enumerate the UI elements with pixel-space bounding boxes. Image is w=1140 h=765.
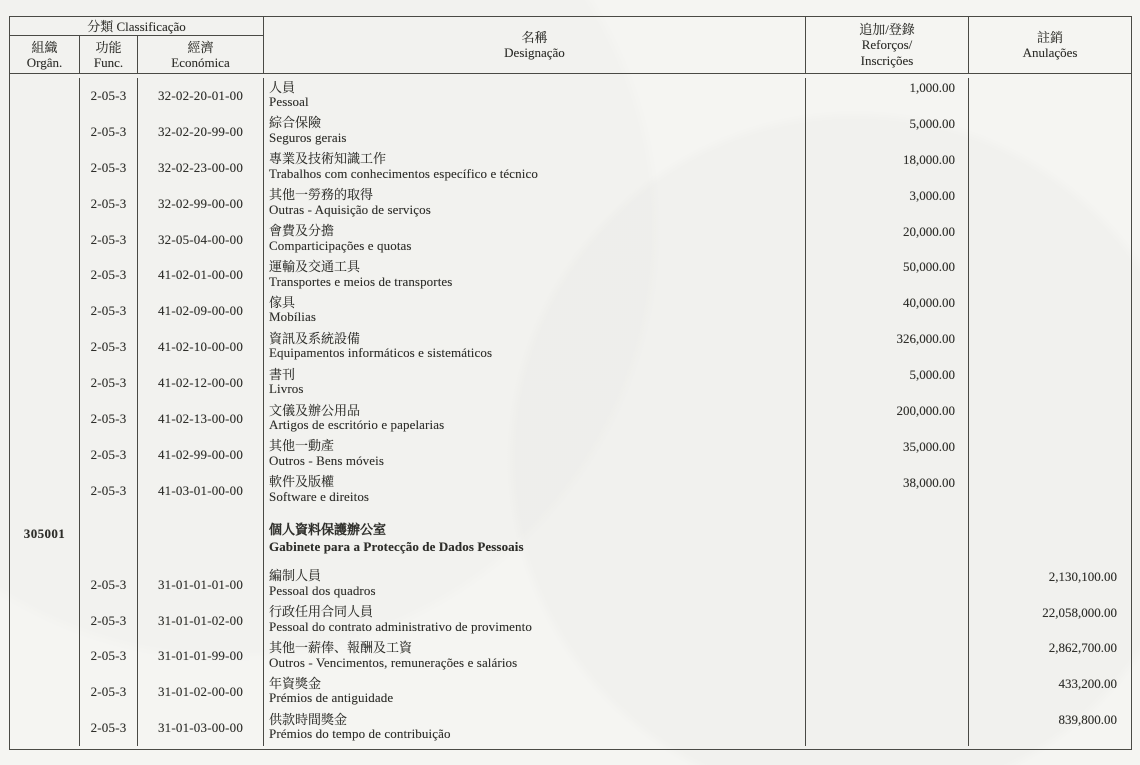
func-cell xyxy=(80,78,138,114)
designacao-pt: Outras - Aquisição de serviços xyxy=(269,201,431,217)
economica-code: 31-01-01-99-00 xyxy=(157,648,244,664)
designacao-cell xyxy=(264,638,806,674)
table-row xyxy=(10,329,1131,365)
reforcos-cell xyxy=(806,293,969,329)
table-row xyxy=(10,365,1131,401)
table-row xyxy=(10,509,1131,567)
func-cell xyxy=(80,329,138,365)
econ-cell xyxy=(138,603,264,639)
economica-code: 41-02-01-00-00 xyxy=(157,267,244,283)
func-code: 2-05-3 xyxy=(90,267,127,283)
designacao-pt: Pessoal do contrato administrativo de provimento xyxy=(269,618,532,634)
reforcos-amount: 50,000.00 xyxy=(903,259,955,275)
header-designacao-zh: 名稱 xyxy=(521,29,548,45)
econ-cell xyxy=(138,437,264,473)
designacao-pt: Pessoal dos quadros xyxy=(269,582,376,598)
reforcos-cell xyxy=(806,567,969,603)
anulacoes-cell xyxy=(969,114,1131,150)
designacao-pt: Seguros gerais xyxy=(269,129,347,145)
reforcos-cell xyxy=(806,78,969,114)
func-code: 2-05-3 xyxy=(90,410,127,426)
reforcos-amount: 200,000.00 xyxy=(896,403,955,419)
reforcos-cell xyxy=(806,329,969,365)
designacao-cell xyxy=(264,401,806,437)
econ-cell xyxy=(138,222,264,258)
econ-cell xyxy=(138,78,264,114)
designacao-zh: 運輸及交通工具 xyxy=(269,258,361,274)
header-economica-zh: 經濟 xyxy=(187,40,214,55)
economica-code: 32-02-23-00-00 xyxy=(157,159,244,175)
economica-code: 31-01-01-01-00 xyxy=(157,576,244,592)
designacao-zh: 其他一動產 xyxy=(269,438,335,454)
func-code: 2-05-3 xyxy=(90,375,127,391)
table-body xyxy=(10,74,1131,747)
reforcos-cell xyxy=(806,710,969,746)
reforcos-cell xyxy=(806,365,969,401)
header-reforcos-pt1: Reforços/ xyxy=(861,37,913,53)
reforcos-amount: 40,000.00 xyxy=(903,295,955,311)
header-designacao-column xyxy=(264,17,806,73)
header-organ-column xyxy=(10,36,80,73)
table-row xyxy=(10,257,1131,293)
reforcos-amount: 1,000.00 xyxy=(909,80,955,95)
header-func-column xyxy=(80,36,138,73)
func-code: 2-05-3 xyxy=(90,482,127,498)
func-cell xyxy=(80,473,138,509)
anulacoes-cell xyxy=(969,603,1131,639)
table-row xyxy=(10,78,1131,114)
table-row xyxy=(10,114,1131,150)
func-code: 2-05-3 xyxy=(90,612,127,628)
designacao-cell xyxy=(264,603,806,639)
func-cell xyxy=(80,114,138,150)
table-row xyxy=(10,603,1131,639)
func-cell xyxy=(80,638,138,674)
organ-cell xyxy=(10,437,80,473)
designacao-pt: Outros - Vencimentos, remunerações e salários xyxy=(269,654,518,670)
econ-cell xyxy=(138,186,264,222)
designacao-pt: Software e direitos xyxy=(269,488,370,504)
economica-code: 31-01-02-00-00 xyxy=(157,684,244,700)
designacao-cell xyxy=(264,710,806,746)
header-reforcos-column xyxy=(806,17,969,73)
anulacoes-amount: 839,800.00 xyxy=(1058,712,1117,728)
anulacoes-cell xyxy=(969,638,1131,674)
header-organ-pt: Orgân. xyxy=(26,55,63,70)
func-code: 2-05-3 xyxy=(90,720,127,736)
designacao-cell xyxy=(264,150,806,186)
organ-code: 305001 xyxy=(23,525,66,541)
header-organ-zh: 組織 xyxy=(31,40,58,55)
economica-code: 32-02-20-01-00 xyxy=(157,87,244,103)
anulacoes-cell xyxy=(969,257,1131,293)
header-func-pt: Func. xyxy=(93,55,124,70)
table-row xyxy=(10,437,1131,473)
budget-table xyxy=(9,16,1132,750)
designacao-zh: 文儀及辦公用品 xyxy=(269,402,361,418)
func-code: 2-05-3 xyxy=(90,159,127,175)
header-reforcos-zh: 追加/登錄 xyxy=(859,21,915,37)
organ-cell xyxy=(10,674,80,710)
reforcos-cell xyxy=(806,674,969,710)
designacao-zh: 人員 xyxy=(269,79,296,95)
organ-cell xyxy=(10,186,80,222)
designacao-zh: 個人資料保護辦公室 xyxy=(269,521,387,537)
func-cell xyxy=(80,509,138,567)
designacao-pt: Livros xyxy=(269,381,304,397)
anulacoes-amount: 2,130,100.00 xyxy=(1048,568,1117,584)
organ-cell xyxy=(10,293,80,329)
reforcos-cell xyxy=(806,257,969,293)
designacao-cell xyxy=(264,674,806,710)
anulacoes-cell xyxy=(969,293,1131,329)
func-cell xyxy=(80,186,138,222)
func-cell xyxy=(80,710,138,746)
designacao-pt: Comparticipações e quotas xyxy=(269,237,412,253)
func-cell xyxy=(80,150,138,186)
economica-code: 32-02-99-00-00 xyxy=(157,195,244,211)
reforcos-amount: 5,000.00 xyxy=(909,367,955,383)
table-row xyxy=(10,674,1131,710)
reforcos-amount: 20,000.00 xyxy=(903,223,955,239)
anulacoes-cell xyxy=(969,78,1131,114)
anulacoes-cell xyxy=(969,329,1131,365)
organ-cell xyxy=(10,114,80,150)
designacao-cell xyxy=(264,509,806,567)
header-designacao-pt: Designação xyxy=(504,45,565,60)
econ-cell xyxy=(138,150,264,186)
func-cell xyxy=(80,603,138,639)
func-cell xyxy=(80,257,138,293)
reforcos-cell xyxy=(806,114,969,150)
designacao-cell xyxy=(264,78,806,114)
reforcos-amount: 35,000.00 xyxy=(903,438,955,454)
anulacoes-amount: 22,058,000.00 xyxy=(1042,604,1117,620)
header-func-zh: 功能 xyxy=(95,40,122,55)
designacao-zh: 其他一薪俸、報酬及工資 xyxy=(269,639,413,655)
func-cell xyxy=(80,674,138,710)
reforcos-amount: 38,000.00 xyxy=(903,474,955,490)
economica-code: 41-03-01-00-00 xyxy=(157,482,244,498)
anulacoes-amount: 433,200.00 xyxy=(1058,676,1117,692)
anulacoes-cell xyxy=(969,401,1131,437)
organ-cell xyxy=(10,603,80,639)
econ-cell xyxy=(138,509,264,567)
anulacoes-cell xyxy=(969,186,1131,222)
header-economica-pt: Económica xyxy=(171,55,230,70)
designacao-zh: 綜合保險 xyxy=(269,115,322,131)
designacao-zh: 會費及分擔 xyxy=(269,223,335,239)
func-code: 2-05-3 xyxy=(90,684,127,700)
designacao-cell xyxy=(264,186,806,222)
economica-code: 41-02-10-00-00 xyxy=(157,339,244,355)
func-code: 2-05-3 xyxy=(90,648,127,664)
reforcos-cell xyxy=(806,473,969,509)
designacao-pt: Outros - Bens móveis xyxy=(269,453,385,468)
economica-code: 32-02-20-99-00 xyxy=(157,123,244,139)
designacao-zh: 專業及技術知識工作 xyxy=(269,151,387,167)
designacao-pt: Pessoal xyxy=(269,94,309,110)
func-code: 2-05-3 xyxy=(90,576,127,592)
designacao-zh: 編制人員 xyxy=(269,568,322,584)
organ-cell xyxy=(10,257,80,293)
designacao-zh: 其他一勞務的取得 xyxy=(269,187,374,203)
designacao-cell xyxy=(264,293,806,329)
econ-cell xyxy=(138,567,264,603)
anulacoes-cell xyxy=(969,437,1131,473)
designacao-pt: Prémios do tempo de contribuição xyxy=(269,726,451,742)
economica-code: 41-02-13-00-00 xyxy=(157,410,244,426)
func-cell xyxy=(80,293,138,329)
header-anulacoes-column xyxy=(969,17,1131,73)
econ-cell xyxy=(138,365,264,401)
organ-cell xyxy=(10,150,80,186)
reforcos-amount: 3,000.00 xyxy=(909,187,955,203)
table-row xyxy=(10,567,1131,603)
func-code: 2-05-3 xyxy=(90,339,127,355)
econ-cell xyxy=(138,473,264,509)
func-code: 2-05-3 xyxy=(90,231,127,247)
organ-cell xyxy=(10,509,80,567)
designacao-zh: 年資獎金 xyxy=(269,675,322,691)
func-code: 2-05-3 xyxy=(90,87,127,103)
anulacoes-cell xyxy=(969,710,1131,746)
econ-cell xyxy=(138,329,264,365)
reforcos-cell xyxy=(806,638,969,674)
func-code: 2-05-3 xyxy=(90,123,127,139)
reforcos-cell xyxy=(806,509,969,567)
organ-cell xyxy=(10,710,80,746)
designacao-zh: 軟件及版權 xyxy=(269,474,335,490)
designacao-cell xyxy=(264,365,806,401)
designacao-zh: 傢具 xyxy=(269,294,296,310)
reforcos-cell xyxy=(806,150,969,186)
anulacoes-cell xyxy=(969,222,1131,258)
anulacoes-cell xyxy=(969,473,1131,509)
reforcos-cell xyxy=(806,603,969,639)
func-cell xyxy=(80,437,138,473)
anulacoes-cell xyxy=(969,150,1131,186)
economica-code: 31-01-03-00-00 xyxy=(157,720,244,736)
designacao-cell xyxy=(264,567,806,603)
designacao-cell xyxy=(264,473,806,509)
table-row xyxy=(10,401,1131,437)
reforcos-amount: 326,000.00 xyxy=(896,331,955,347)
reforcos-cell xyxy=(806,401,969,437)
designacao-cell xyxy=(264,114,806,150)
designacao-pt: Artigos de escritório e papelarias xyxy=(269,417,445,433)
header-reforcos-pt2: Inscrições xyxy=(860,52,914,68)
organ-cell xyxy=(10,222,80,258)
reforcos-cell xyxy=(806,186,969,222)
economica-code: 41-02-99-00-00 xyxy=(157,446,244,462)
table-row xyxy=(10,710,1131,746)
table-row xyxy=(10,473,1131,509)
anulacoes-cell xyxy=(969,674,1131,710)
organ-cell xyxy=(10,329,80,365)
designacao-cell xyxy=(264,437,806,473)
table-row xyxy=(10,186,1131,222)
designacao-zh: 資訊及系統設備 xyxy=(269,330,361,346)
header-classification xyxy=(10,17,264,36)
designacao-pt: Mobílias xyxy=(269,309,317,325)
designacao-zh: 行政任用合同人員 xyxy=(269,604,374,620)
anulacoes-cell xyxy=(969,567,1131,603)
designacao-pt: Equipamentos informáticos e sistemáticos xyxy=(269,345,493,361)
func-code: 2-05-3 xyxy=(90,303,127,319)
table-row xyxy=(10,293,1131,329)
func-code: 2-05-3 xyxy=(90,446,127,462)
economica-code: 31-01-01-02-00 xyxy=(157,612,244,628)
reforcos-amount: 5,000.00 xyxy=(909,115,955,131)
table-row xyxy=(10,222,1131,258)
designacao-zh: 書刊 xyxy=(269,366,296,382)
table-row xyxy=(10,150,1131,186)
table-header xyxy=(10,17,1131,74)
econ-cell xyxy=(138,293,264,329)
economica-code: 41-02-09-00-00 xyxy=(157,303,244,319)
designacao-cell xyxy=(264,329,806,365)
economica-code: 32-05-04-00-00 xyxy=(157,231,244,247)
organ-cell xyxy=(10,401,80,437)
func-cell xyxy=(80,567,138,603)
organ-cell xyxy=(10,473,80,509)
header-anulacoes-zh: 註銷 xyxy=(1036,29,1063,45)
header-anulacoes-pt: Anulações xyxy=(1022,45,1078,60)
designacao-cell xyxy=(264,257,806,293)
header-economica-column xyxy=(138,36,264,73)
func-cell xyxy=(80,401,138,437)
designacao-zh: 供款時間獎金 xyxy=(269,711,348,727)
header-classification-label: 分類 Classificação xyxy=(87,18,186,34)
econ-cell xyxy=(138,401,264,437)
anulacoes-cell xyxy=(969,365,1131,401)
econ-cell xyxy=(138,674,264,710)
anulacoes-amount: 2,862,700.00 xyxy=(1048,640,1117,656)
econ-cell xyxy=(138,257,264,293)
anulacoes-cell xyxy=(969,509,1131,567)
designacao-pt: Prémios de antiguidade xyxy=(269,690,394,706)
econ-cell xyxy=(138,114,264,150)
func-cell xyxy=(80,222,138,258)
designacao-pt: Transportes e meios de transportes xyxy=(269,273,453,289)
func-cell xyxy=(80,365,138,401)
reforcos-amount: 18,000.00 xyxy=(903,151,955,167)
organ-cell xyxy=(10,638,80,674)
func-code: 2-05-3 xyxy=(90,195,127,211)
reforcos-cell xyxy=(806,222,969,258)
table-row xyxy=(10,638,1131,674)
economica-code: 41-02-12-00-00 xyxy=(157,375,244,391)
reforcos-cell xyxy=(806,437,969,473)
designacao-cell xyxy=(264,222,806,258)
designacao-pt: Gabinete para a Protecção de Dados Pessoais xyxy=(269,538,524,554)
designacao-pt: Trabalhos com conhecimentos específico e técnico xyxy=(269,165,538,181)
organ-cell xyxy=(10,78,80,114)
organ-cell xyxy=(10,567,80,603)
organ-cell xyxy=(10,365,80,401)
econ-cell xyxy=(138,710,264,746)
econ-cell xyxy=(138,638,264,674)
